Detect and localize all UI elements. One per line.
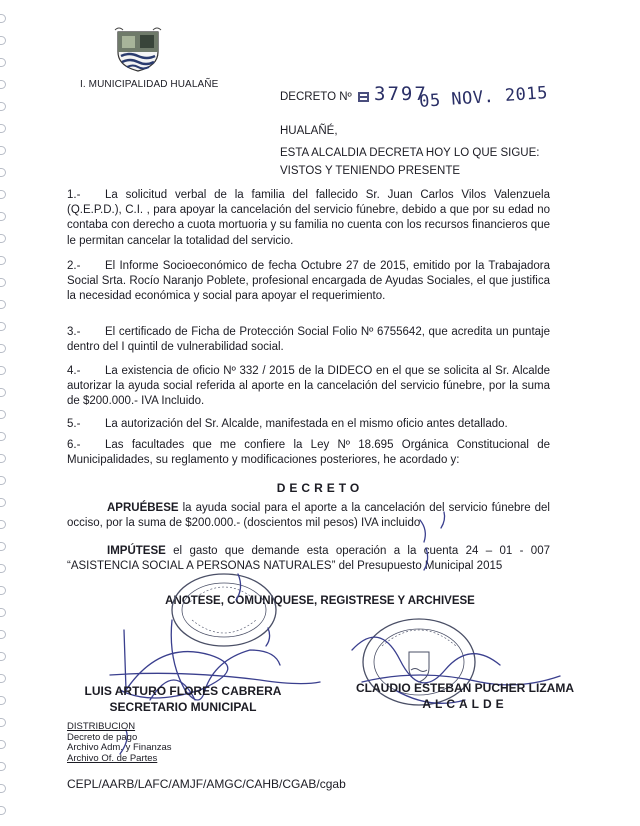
visto-paragraph-4 <box>67 364 550 410</box>
resolution-keyword: APRUÉBESE <box>107 502 179 514</box>
secretary-seal-icon <box>170 572 278 648</box>
binder-hole <box>0 234 6 243</box>
visto-text: La existencia de oficio Nº 332 / 2015 de la DIDECO en el que se solicita al Sr. Alcalde autorizar la ayuda social referida al aporte en la cancelación del servicio fúnebre, por la suma de $200.000.- IVA Incluido. <box>67 365 550 408</box>
mayor-title: ALCALDE <box>422 697 508 711</box>
binder-hole <box>0 36 6 45</box>
binder-hole <box>0 762 6 771</box>
binder-hole <box>0 784 6 793</box>
binder-hole <box>0 388 6 397</box>
visto-paragraph-1 <box>67 188 550 249</box>
binder-hole <box>0 212 6 221</box>
binder-hole <box>0 454 6 463</box>
secretary-signature-block <box>78 683 288 715</box>
reference-initials: CEPL/AARB/LAFC/AMJF/AMGC/CAHB/CGAB/cgab <box>67 777 346 791</box>
municipality-name: I. MUNICIPALIDAD HUALAÑE <box>80 79 219 90</box>
secretary-name: LUIS ARTURO FLORES CABRERA <box>84 684 282 698</box>
visto-number: 5.- <box>67 418 81 430</box>
binder-hole <box>0 432 6 441</box>
binder-hole <box>0 740 6 749</box>
mayor-signature-block <box>350 680 580 712</box>
municipal-crest-icon <box>113 26 163 72</box>
binder-hole <box>0 80 6 89</box>
visto-paragraph-3 <box>67 325 550 355</box>
visto-number: 1.- <box>67 189 81 201</box>
decreto-number-stamp: 3797 <box>374 83 428 105</box>
binder-hole <box>0 146 6 155</box>
binder-hole <box>0 806 6 815</box>
distribution-list <box>67 722 172 764</box>
distribution-item: Archivo Adm. y Finanzas <box>67 742 172 753</box>
binder-hole <box>0 344 6 353</box>
binder-hole <box>0 498 6 507</box>
visto-text: Las facultades que me confiere la Ley Nº 18.695 Orgánica Constitucional de Municipalidades, su reglamento y modificaciones posteriores, he acordado y: <box>67 439 550 467</box>
binder-hole <box>0 168 6 177</box>
resolution-keyword: IMPÚTESE <box>107 545 166 557</box>
visto-number: 4.- <box>67 365 81 377</box>
closing-formula: ANOTESE, COMUNIQUESE, REGISTRESE Y ARCHIVESE <box>165 595 475 607</box>
distribution-item: Archivo Of. de Partes <box>67 752 158 764</box>
visto-paragraph-2 <box>67 259 550 305</box>
city-line: HUALAÑÉ, <box>280 125 338 137</box>
binder-hole <box>0 14 6 23</box>
visto-number: 6.- <box>67 439 81 451</box>
binder-hole <box>0 674 6 683</box>
binder-hole <box>0 630 6 639</box>
binder-hole <box>0 366 6 375</box>
distribution-heading: DISTRIBUCION <box>67 721 136 732</box>
secretary-title: SECRETARIO MUNICIPAL <box>109 700 257 714</box>
resolution-text: el gasto que demande esta operación a la cuenta 24 – 01 - 007 “ASISTENCIA SOCIAL A PERSONAS NATURALES” del Presupuesto Municipal 2015 <box>67 545 550 572</box>
binder-hole <box>0 124 6 133</box>
visto-paragraph-5 <box>67 417 550 432</box>
visto-paragraph-6 <box>67 438 550 468</box>
visto-text: El certificado de Ficha de Protección Social Folio Nº 6755642, que acredita un puntaje dentro del I quintil de vulnerabilidad social. <box>67 326 550 354</box>
binder-hole <box>0 322 6 331</box>
binder-hole <box>0 102 6 111</box>
visto-text: El Informe Socioeconómico de fecha Octubre 27 de 2015, emitido por la Trabajadora Social Srta. Rocío Naranjo Poblete, profesional encargada de Ayudas Sociales, el que justifica la necesidad económica y social para apoyar el requerimiento. <box>67 260 550 303</box>
decreto-section-title: DECRETO <box>276 481 364 495</box>
decreto-date-stamp: 05 NOV. 2015 <box>418 83 549 112</box>
stamp-mark-icon <box>357 90 370 103</box>
visto-number: 3.- <box>67 326 81 338</box>
binder-hole <box>0 410 6 419</box>
binder-hole <box>0 278 6 287</box>
binder-hole <box>0 256 6 265</box>
binder-hole <box>0 696 6 705</box>
visto-text: La solicitud verbal de la familia del fallecido Sr. Juan Carlos Vilos Valenzuela (Q.E.P.D.), C.I. , para apoyar la cancelación del servicio fúnebre, debido a que por su edad no contaba con derecho a cuota mortuoria y su familia no cuenta con los recursos financieros que le permitan cancelar la totalidad del servicio. <box>67 189 550 247</box>
resolution-text: la ayuda social para el aporte a la cancelación del servicio fúnebre del occiso, por la suma de $200.000.- (doscientos mil pesos) IVA incluido <box>67 502 550 529</box>
intro-line-1: ESTA ALCALDIA DECRETA HOY LO QUE SIGUE: <box>280 147 540 159</box>
visto-text: La autorización del Sr. Alcalde, manifestada en el mismo oficio antes detallado. <box>105 418 508 430</box>
distribution-item: Decreto de pago <box>67 731 138 743</box>
binder-hole <box>0 718 6 727</box>
binder-hole <box>0 190 6 199</box>
visto-number: 2.- <box>67 260 81 272</box>
binder-hole <box>0 652 6 661</box>
intro-line-2: VISTOS Y TENIENDO PRESENTE <box>280 165 461 177</box>
binder-hole <box>0 300 6 309</box>
resolution-imputese <box>67 544 550 574</box>
resolution-apruebese <box>67 501 550 531</box>
binder-hole <box>0 608 6 617</box>
binder-hole <box>0 564 6 573</box>
decreto-label: DECRETO Nº <box>280 91 352 103</box>
binder-hole <box>0 58 6 67</box>
binder-hole <box>0 586 6 595</box>
binder-hole <box>0 520 6 529</box>
binder-hole <box>0 542 6 551</box>
binder-holes <box>0 0 12 826</box>
mayor-name: CLAUDIO ESTEBAN PUCHER LIZAMA <box>356 681 574 695</box>
